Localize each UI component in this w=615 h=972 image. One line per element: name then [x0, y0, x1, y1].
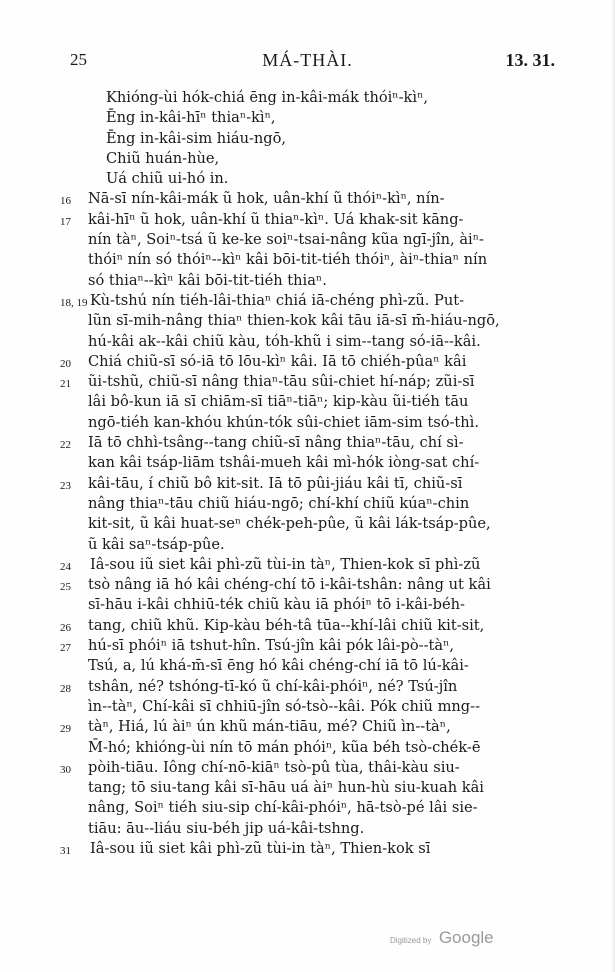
text-line — [0, 738, 615, 758]
text-line — [0, 250, 615, 270]
text-line — [0, 575, 615, 595]
line-text: Kù-tshú nín tiéh-lâi-thiaⁿ chiá iā-chéng phì-zũ. Put- — [90, 291, 465, 309]
line-text: kâi-hīⁿ ũ hok, uân-khí ũ thiaⁿ-kìⁿ. Uá khak-sit kāng- — [88, 210, 464, 228]
line-text: Ēng in-kâi-hīⁿ thiaⁿ-kìⁿ, — [106, 109, 276, 127]
text-line — [0, 149, 615, 169]
verse-number: 16 — [60, 195, 71, 208]
text-line — [0, 169, 615, 189]
line-text: Nā-sī nín-kâi-mák ũ hok, uân-khí ũ thóiⁿ-kìⁿ, nín- — [88, 190, 445, 208]
text-line — [0, 129, 615, 149]
text-line — [0, 595, 615, 615]
verse-number: 25 — [60, 581, 71, 594]
line-text: lâi bô-kun iā sī chiām-sī tiāⁿ-tiāⁿ; kip-kàu ũi-tiéh tāu — [88, 393, 469, 411]
line-text: só thiaⁿ--kìⁿ kâi bōi-tit-tiéh thiaⁿ. — [88, 271, 327, 289]
line-text: ũ kâi saⁿ-tsáp-pûe. — [88, 535, 225, 553]
verse-number: 22 — [60, 439, 71, 452]
line-text: tang, chiũ khũ. Kip-kàu béh-tâ tūa--khí-lâi chiũ kit-sit, — [88, 616, 485, 634]
text-line — [0, 839, 615, 859]
text-line — [0, 474, 615, 494]
page-title: MÁ-THÀI. — [262, 50, 353, 70]
page-body — [0, 88, 615, 859]
line-text: sī-hāu i-kâi chhiū-ték chiũ kàu iā phóiⁿ tō i-kâi-béh- — [88, 596, 465, 614]
line-text: Uá chiũ ui-hó in. — [106, 170, 229, 188]
verse-number: 20 — [60, 357, 71, 370]
verse-number: 26 — [60, 621, 71, 634]
verse-number: 31 — [60, 844, 71, 857]
text-line — [0, 677, 615, 697]
verse-number: 27 — [60, 642, 71, 655]
line-text: nín tàⁿ, Soiⁿ-tsá ũ ke-ke soiⁿ-tsai-nâng kũa ngī-jîn, àiⁿ- — [88, 231, 484, 249]
line-text: kâi-tāu, í chiũ bô kit-sit. Iā tō pûi-jiáu kâi tī, chiũ-sī — [88, 474, 463, 492]
line-text: nâng, Soiⁿ tiéh siu-sip chí-kâi-phóiⁿ, hā-tsò-pé lâi sie- — [88, 799, 478, 817]
text-line — [0, 616, 615, 636]
line-text: ìn--tàⁿ, Chí-kâi sī chhiū-jîn só-tsò--kâi. Pók chiũ mng-- — [88, 697, 481, 715]
line-text: thóiⁿ nín só thóiⁿ--kìⁿ kâi bōi-tit-tiéh thóiⁿ, àiⁿ-thiaⁿ nín — [88, 251, 488, 269]
line-text: ũi-tshũ, chiũ-sī nâng thiaⁿ-tāu sûi-chiet hí-náp; zũi-sī — [88, 373, 475, 391]
text-line — [0, 271, 615, 291]
line-text: Iâ-sou iũ siet kâi phì-zũ tùi-in tàⁿ, Thien-kok sī phì-zũ — [90, 555, 481, 573]
line-text: tang; tō siu-tang kâi sī-hāu uá àiⁿ hun-hù siu-kuah kâi — [88, 779, 484, 797]
google-logo-text: Google — [438, 928, 494, 947]
text-line — [0, 413, 615, 433]
text-line — [0, 778, 615, 798]
text-line — [0, 433, 615, 453]
verse-number: 29 — [60, 723, 71, 736]
text-line — [0, 352, 615, 372]
text-line — [0, 717, 615, 737]
text-line — [0, 819, 615, 839]
text-line — [0, 372, 615, 392]
text-line — [0, 291, 615, 311]
text-line — [0, 514, 615, 534]
line-text: M̄-hó; khióng-ùi nín tō mán phóiⁿ, kũa béh tsò-chék-ē — [88, 738, 481, 756]
text-line — [0, 311, 615, 331]
line-text: hú-sī phóiⁿ iā tshut-hîn. Tsú-jîn kâi pók lâi-pò--tàⁿ, — [88, 637, 455, 655]
page-edge-shadow — [611, 0, 615, 972]
verse-number: 21 — [60, 378, 71, 391]
text-line — [0, 636, 615, 656]
line-text: hú-kâi ak--kâi chiũ kàu, tóh-khũ i sim--tang só-iā--kâi. — [88, 332, 481, 350]
page-number: 25 — [70, 50, 87, 69]
text-line — [0, 392, 615, 412]
text-line — [0, 230, 615, 250]
text-line — [0, 656, 615, 676]
verse-number: 23 — [60, 479, 71, 492]
line-text: kan kâi tsáp-liām tshâi-mueh kâi mì-hók iòng-sat chí- — [88, 454, 480, 472]
text-line — [0, 210, 615, 230]
verse-number: 18, 19 — [60, 296, 88, 309]
verse-number: 30 — [60, 763, 71, 776]
page-header — [0, 50, 615, 80]
line-text: Iā tō chhì-tsâng--tang chiũ-sī nâng thiaⁿ-tāu, chí sì- — [88, 434, 464, 452]
line-text: tshân, né? tshóng-tī-kó ũ chí-kâi-phóiⁿ, né? Tsú-jîn — [88, 677, 458, 695]
line-text: lũn sī-mih-nâng thiaⁿ thien-kok kâi tāu iā-sī m̄-hiáu-ngō, — [88, 312, 500, 330]
text-line — [0, 108, 615, 128]
line-text: pòih-tiāu. Iông chí-nō-kiāⁿ tsò-pû tùa, thâi-kàu siu- — [88, 758, 460, 776]
chapter-verse-reference: 13. 31. — [505, 50, 555, 70]
line-text: nâng thiaⁿ-tāu chiũ hiáu-ngō; chí-khí chiũ kúaⁿ-chin — [88, 494, 470, 512]
text-line — [0, 494, 615, 514]
verse-number: 28 — [60, 682, 71, 695]
text-line — [0, 332, 615, 352]
text-line — [0, 555, 615, 575]
verse-number: 17 — [60, 215, 71, 228]
line-text: ngō-tiéh kan-khóu khún-tók sûi-chiet iām-sim tsó-thì. — [88, 413, 479, 431]
line-text: Khióng-ùi hók-chiá ēng in-kâi-mák thóiⁿ-kìⁿ, — [106, 89, 429, 106]
line-text: Iâ-sou iũ siet kâi phì-zũ tùi-in tàⁿ, Thien-kok sī — [90, 839, 431, 857]
text-line — [0, 535, 615, 555]
line-text: tiāu: āu--liáu siu-béh jip uá-kâi-tshng. — [88, 819, 365, 837]
text-line — [0, 798, 615, 818]
text-line — [0, 453, 615, 473]
text-line — [0, 697, 615, 717]
digitized-watermark — [390, 928, 494, 948]
line-text: tsò nâng iā hó kâi chéng-chí tō i-kâi-tshân: nâng ut kâi — [88, 576, 491, 594]
line-text: Chiá chiũ-sī só-iā tō lōu-kìⁿ kâi. Iā tō chiéh-pûaⁿ kâi — [88, 352, 467, 370]
text-line — [0, 189, 615, 209]
text-line — [0, 758, 615, 778]
line-text: Ēng in-kâi-sim hiáu-ngō, — [106, 129, 287, 147]
line-text: Tsú, a, lú khá-m̄-sī ēng hó kâi chéng-chí iā tō lú-kâi- — [88, 657, 469, 675]
text-line — [0, 88, 615, 108]
line-text: tàⁿ, Hiá, lú àiⁿ ún khũ mán-tiāu, mé? Chiũ ìn--tàⁿ, — [88, 718, 451, 736]
line-text: Chiũ huán-hùe, — [106, 149, 220, 167]
verse-number: 24 — [60, 560, 71, 573]
watermark-small-text: Digitized by — [390, 936, 432, 945]
line-text: kit-sit, ũ kâi huat-seⁿ chék-peh-pûe, ũ kâi lák-tsáp-pûe, — [88, 515, 491, 533]
